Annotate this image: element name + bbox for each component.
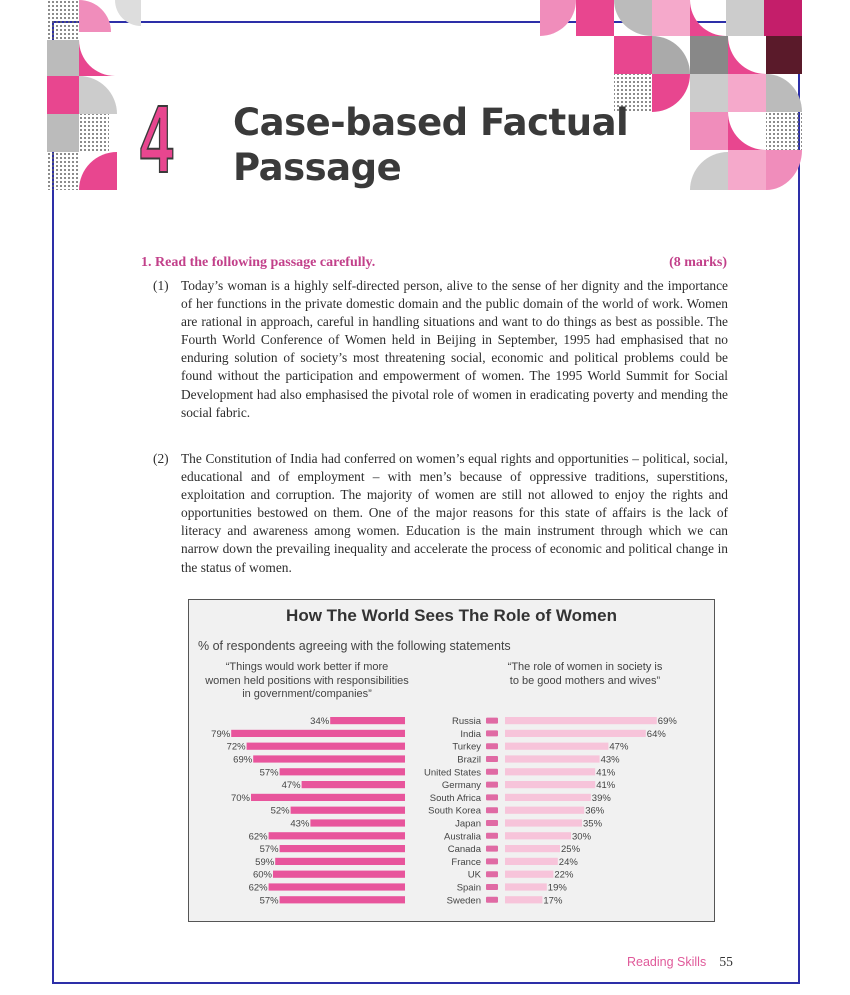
page-footer [627,954,733,970]
right-bar-uk [505,871,553,878]
left-bar-brazil [253,755,405,762]
country-label-germany: Germany [441,780,481,792]
right-bar-india [505,730,646,737]
country-label-sweden: Sweden [446,895,481,907]
country-label-turkey: Turkey [452,741,481,753]
left-bar-south-korea [291,807,405,814]
right-bar-japan [505,819,582,826]
left-bar-south-africa [251,794,405,801]
right-caption-line-1: “The role of women in society is [507,661,663,673]
country-label-spain: Spain [456,882,481,894]
right-bar-canada [505,845,560,852]
flag-icon-south-korea [486,807,498,813]
paragraph-1-text: Today’s woman is a highly self-directed person, alive to the sense of her dignity and the importance of her functions in the private domestic domain and the public domain of the world of work. Women are rational in approach, careful in handling situations and want to do things as best as possible. The Fourth World Conference of Women held in Beijing in September, 1995 had emphasised that no enduring solution of society’s most threatening social, economic and political problems could be found without the participation and empowerment of women. The 1995 World Summit for Social Development had also emphasised the pivotal role of women in eradicating poverty and mending the social fabric. [181,278,728,420]
flag-icon-united-states [486,769,498,775]
chapter-title-line-2: Passage [233,146,402,189]
flag-icon-turkey [486,743,498,749]
right-value-label-brazil: 43% [600,754,620,766]
right-value-label-united-states: 41% [596,767,616,779]
left-value-label-russia: 34% [310,716,330,728]
country-label-canada: Canada [447,844,481,856]
right-value-label-japan: 35% [583,818,603,830]
right-bar-brazil [505,755,600,762]
paragraph-1 [153,277,728,422]
right-bar-south-africa [505,794,591,801]
left-caption-line-3: in government/companies” [242,688,372,700]
left-value-label-south-africa: 70% [230,792,250,804]
flag-icon-france [486,858,498,864]
left-bar-russia [330,717,405,724]
left-value-label-brazil: 69% [233,754,253,766]
left-bar-spain [269,883,405,890]
right-bar-france [505,858,558,865]
left-caption-line-1: “Things would work better if more [225,661,389,673]
flag-icon-germany [486,782,498,788]
left-value-label-united-states: 57% [259,767,279,779]
right-bar-australia [505,832,571,839]
country-label-united-states: United States [423,767,481,779]
right-caption-line-2: to be good mothers and wives” [509,674,661,687]
question-marks: (8 marks) [669,255,727,270]
country-label-japan: Japan [455,818,481,830]
right-value-label-spain: 19% [547,882,567,894]
right-bar-germany [505,781,595,788]
right-bar-united-states [505,768,595,775]
left-caption-line-2: women held positions with responsibilities [205,674,409,687]
chapter-title [233,100,628,190]
right-value-label-india: 64% [646,728,666,740]
left-value-label-australia: 62% [248,831,268,843]
country-label-south-korea: South Korea [428,805,481,817]
right-bar-south-korea [505,807,584,814]
right-value-label-australia: 30% [572,831,592,843]
flag-icon-brazil [486,756,498,762]
right-bar-sweden [505,896,542,903]
flag-icon-uk [486,871,498,877]
left-bar-canada [280,845,405,852]
left-value-label-india: 79% [211,728,231,740]
chart-infographic [188,599,715,922]
left-bar-united-states [280,768,405,775]
left-bar-germany [302,781,405,788]
question-label: 1. Read the following passage carefully. [141,255,376,270]
left-value-label-uk: 60% [252,869,272,881]
flag-icon-india [486,730,498,736]
right-value-label-uk: 22% [554,869,574,881]
country-label-france: France [451,856,481,868]
country-label-uk: UK [467,869,481,881]
right-bar-russia [505,717,657,724]
left-bar-india [231,730,405,737]
chart-title: How The World Sees The Role of Women [286,606,617,625]
left-value-label-sweden: 57% [259,895,279,907]
chapter-title-line-1: Case-based Factual [233,101,629,144]
right-value-label-south-korea: 36% [585,805,605,817]
left-bar-uk [273,871,405,878]
paragraph-2-text: The Constitution of India had conferred on women’s equal rights and opportunities – political, social, educational and of employment – with men’s because of oppressive traditions, superstitions, exploitation and corruption. The majority of women are still not allowed to enjoy the rights and opportunities bestowed on them. One of the major reasons for this state of affairs is the lack of literacy and awareness among women. Education is the main instrument through which we can narrow down the prevailing inequality and accelerate the process of economic and political change in the status of women. [181,451,728,575]
country-label-south-africa: South Africa [429,792,481,804]
right-bar-spain [505,883,547,890]
left-bar-france [275,858,405,865]
country-label-india: India [460,728,481,740]
footer-section-name: Reading Skills [627,955,707,969]
paragraph-2-number: (2) [153,451,169,466]
right-value-label-france: 24% [558,856,578,868]
question-heading [141,255,727,271]
page-number: 55 [719,954,733,969]
flag-icon-sweden [486,897,498,903]
flag-icon-russia [486,718,498,724]
chapter-number: 4 [140,86,174,193]
flag-icon-spain [486,884,498,890]
right-bar-turkey [505,743,608,750]
left-value-label-south-korea: 52% [270,805,290,817]
left-value-label-canada: 57% [259,844,279,856]
right-value-label-south-africa: 39% [591,792,611,804]
left-bar-australia [269,832,405,839]
left-bar-sweden [280,896,405,903]
right-value-label-germany: 41% [596,780,616,792]
paragraph-2 [153,450,728,577]
left-bar-turkey [247,743,405,750]
left-value-label-france: 59% [255,856,275,868]
country-label-brazil: Brazil [457,754,481,766]
left-value-label-spain: 62% [248,882,268,894]
flag-icon-south-africa [486,794,498,800]
right-value-label-sweden: 17% [543,895,563,907]
flag-icon-canada [486,846,498,852]
paragraph-1-number: (1) [153,278,169,293]
country-label-australia: Australia [444,831,481,843]
decorative-pattern-left [47,0,142,190]
right-value-label-canada: 25% [561,844,581,856]
left-bar-japan [310,819,405,826]
flag-icon-australia [486,833,498,839]
chart-subtitle: % of respondents agreeing with the following statements [198,639,511,653]
left-value-label-germany: 47% [281,780,301,792]
country-label-russia: Russia [451,716,481,728]
left-value-label-japan: 43% [290,818,310,830]
right-value-label-russia: 69% [657,716,677,728]
flag-icon-japan [486,820,498,826]
butterfly-bar-chart [189,600,715,922]
right-value-label-turkey: 47% [609,741,629,753]
left-value-label-turkey: 72% [226,741,246,753]
